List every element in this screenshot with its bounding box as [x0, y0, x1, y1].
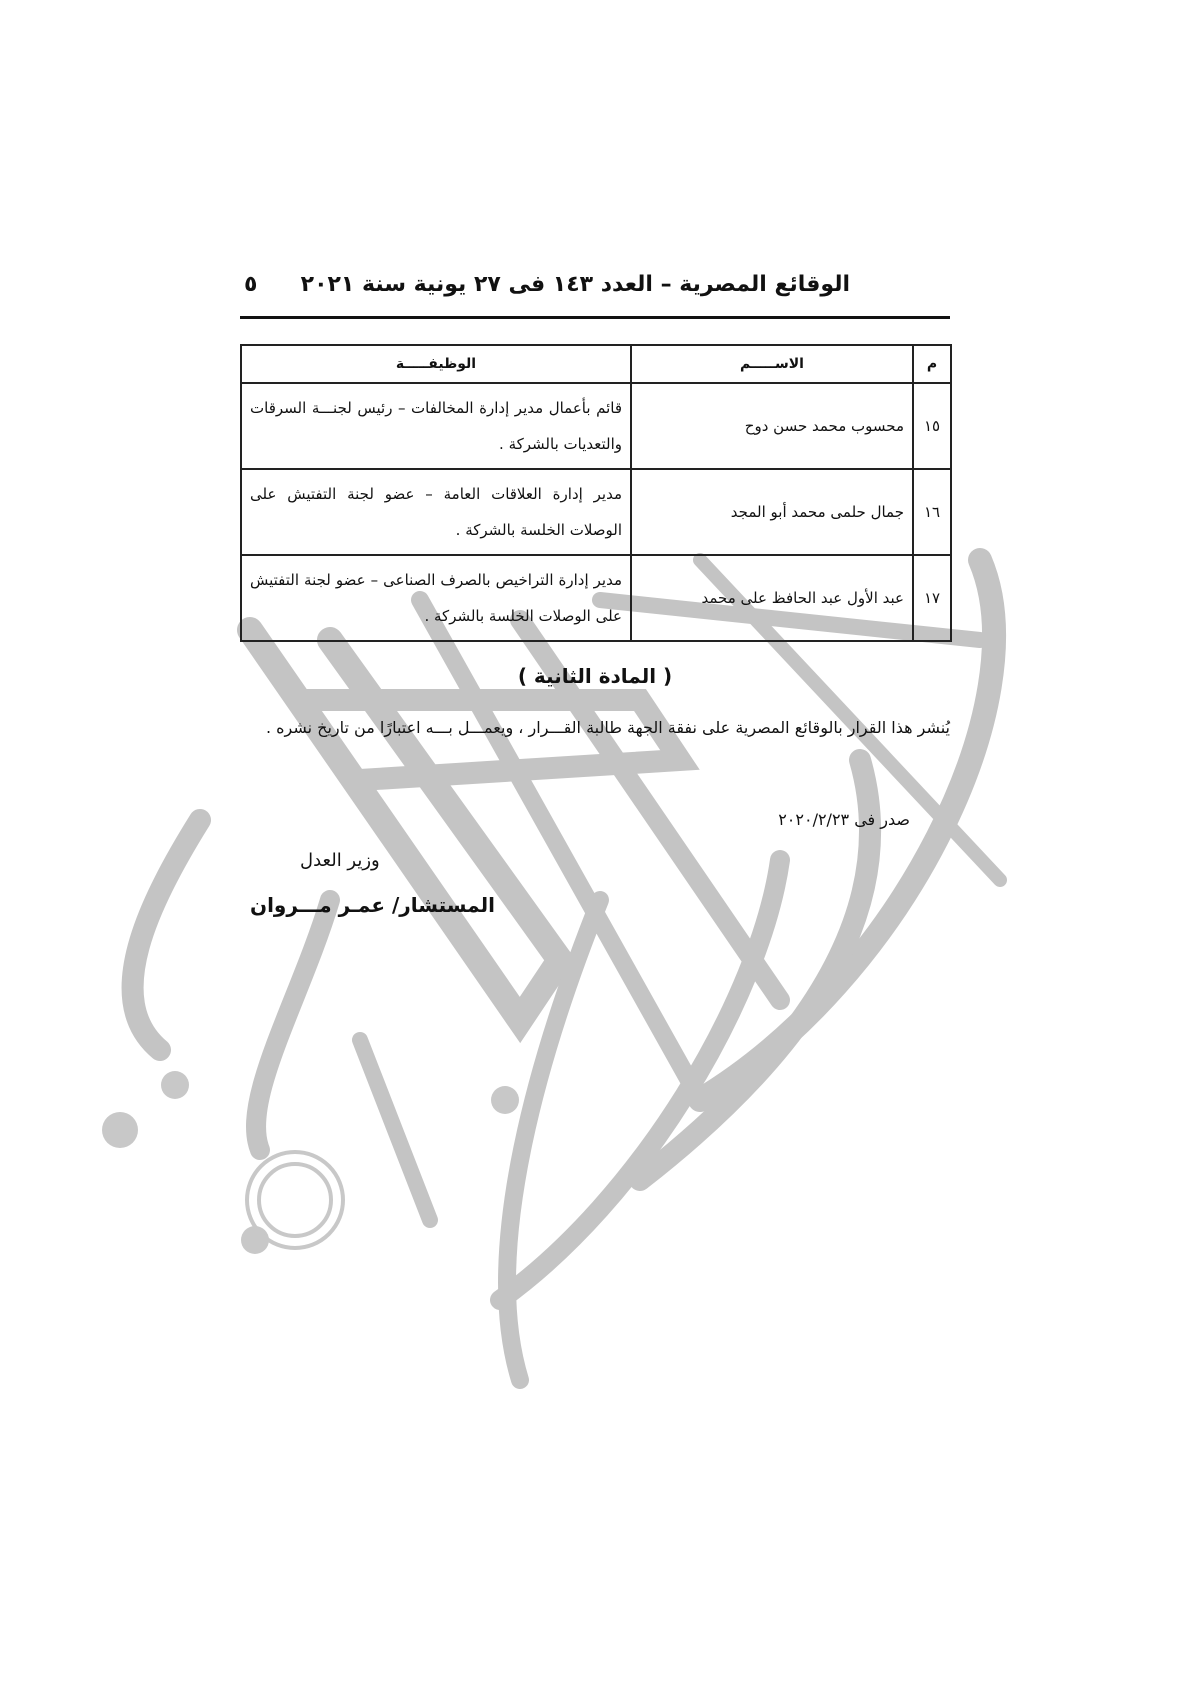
- header-num: م: [913, 345, 951, 383]
- row-job: قائم بأعمال مدير إدارة المخالفات – رئيس لجنـــة السرقات والتعديات بالشركة .: [241, 383, 631, 469]
- header-name: الاســـــم: [631, 345, 913, 383]
- gazette-issue-title: الوقائع المصرية – العدد ١٤٣ فى ٢٧ يونية سنة ٢٠٢١: [300, 272, 850, 297]
- page-header: [240, 270, 950, 319]
- row-job: مدير إدارة التراخيص بالصرف الصناعى – عضو لجنة التفتيش على الوصلات الخلسة بالشركة .: [241, 555, 631, 641]
- article-title: ( المادة الثانية ): [517, 664, 673, 688]
- committee-table: [240, 344, 952, 642]
- row-number: ١٥: [913, 383, 951, 469]
- signatory-name: المستشار/ عمـر مـــروان: [250, 893, 495, 917]
- row-name: محسوب محمد حسن دوح: [631, 383, 913, 469]
- header-job: الوظيفـــــة: [241, 345, 631, 383]
- page-number: ٥: [244, 272, 258, 297]
- row-name: جمال حلمى محمد أبو المجد: [631, 469, 913, 555]
- row-number: ١٧: [913, 555, 951, 641]
- minister-title: وزير العدل: [300, 850, 380, 871]
- row-job: مدير إدارة العلاقات العامة – عضو لجنة التفتيش على الوصلات الخلسة بالشركة .: [241, 469, 631, 555]
- table-header-row: [241, 345, 951, 383]
- table-row: [241, 555, 951, 641]
- table-row: [241, 383, 951, 469]
- table-row: [241, 469, 951, 555]
- row-number: ١٦: [913, 469, 951, 555]
- issue-date: صدر فى ٢٠٢٠/٢/٢٣: [778, 810, 910, 829]
- row-name: عبد الأول عبد الحافظ على محمد: [631, 555, 913, 641]
- article-body: يُنشر هذا القرار بالوقائع المصرية على نفقة الجهة طالبة القـــرار ، ويعمـــل بـــه اعتبارًا من تاريخ نشره .: [265, 718, 950, 737]
